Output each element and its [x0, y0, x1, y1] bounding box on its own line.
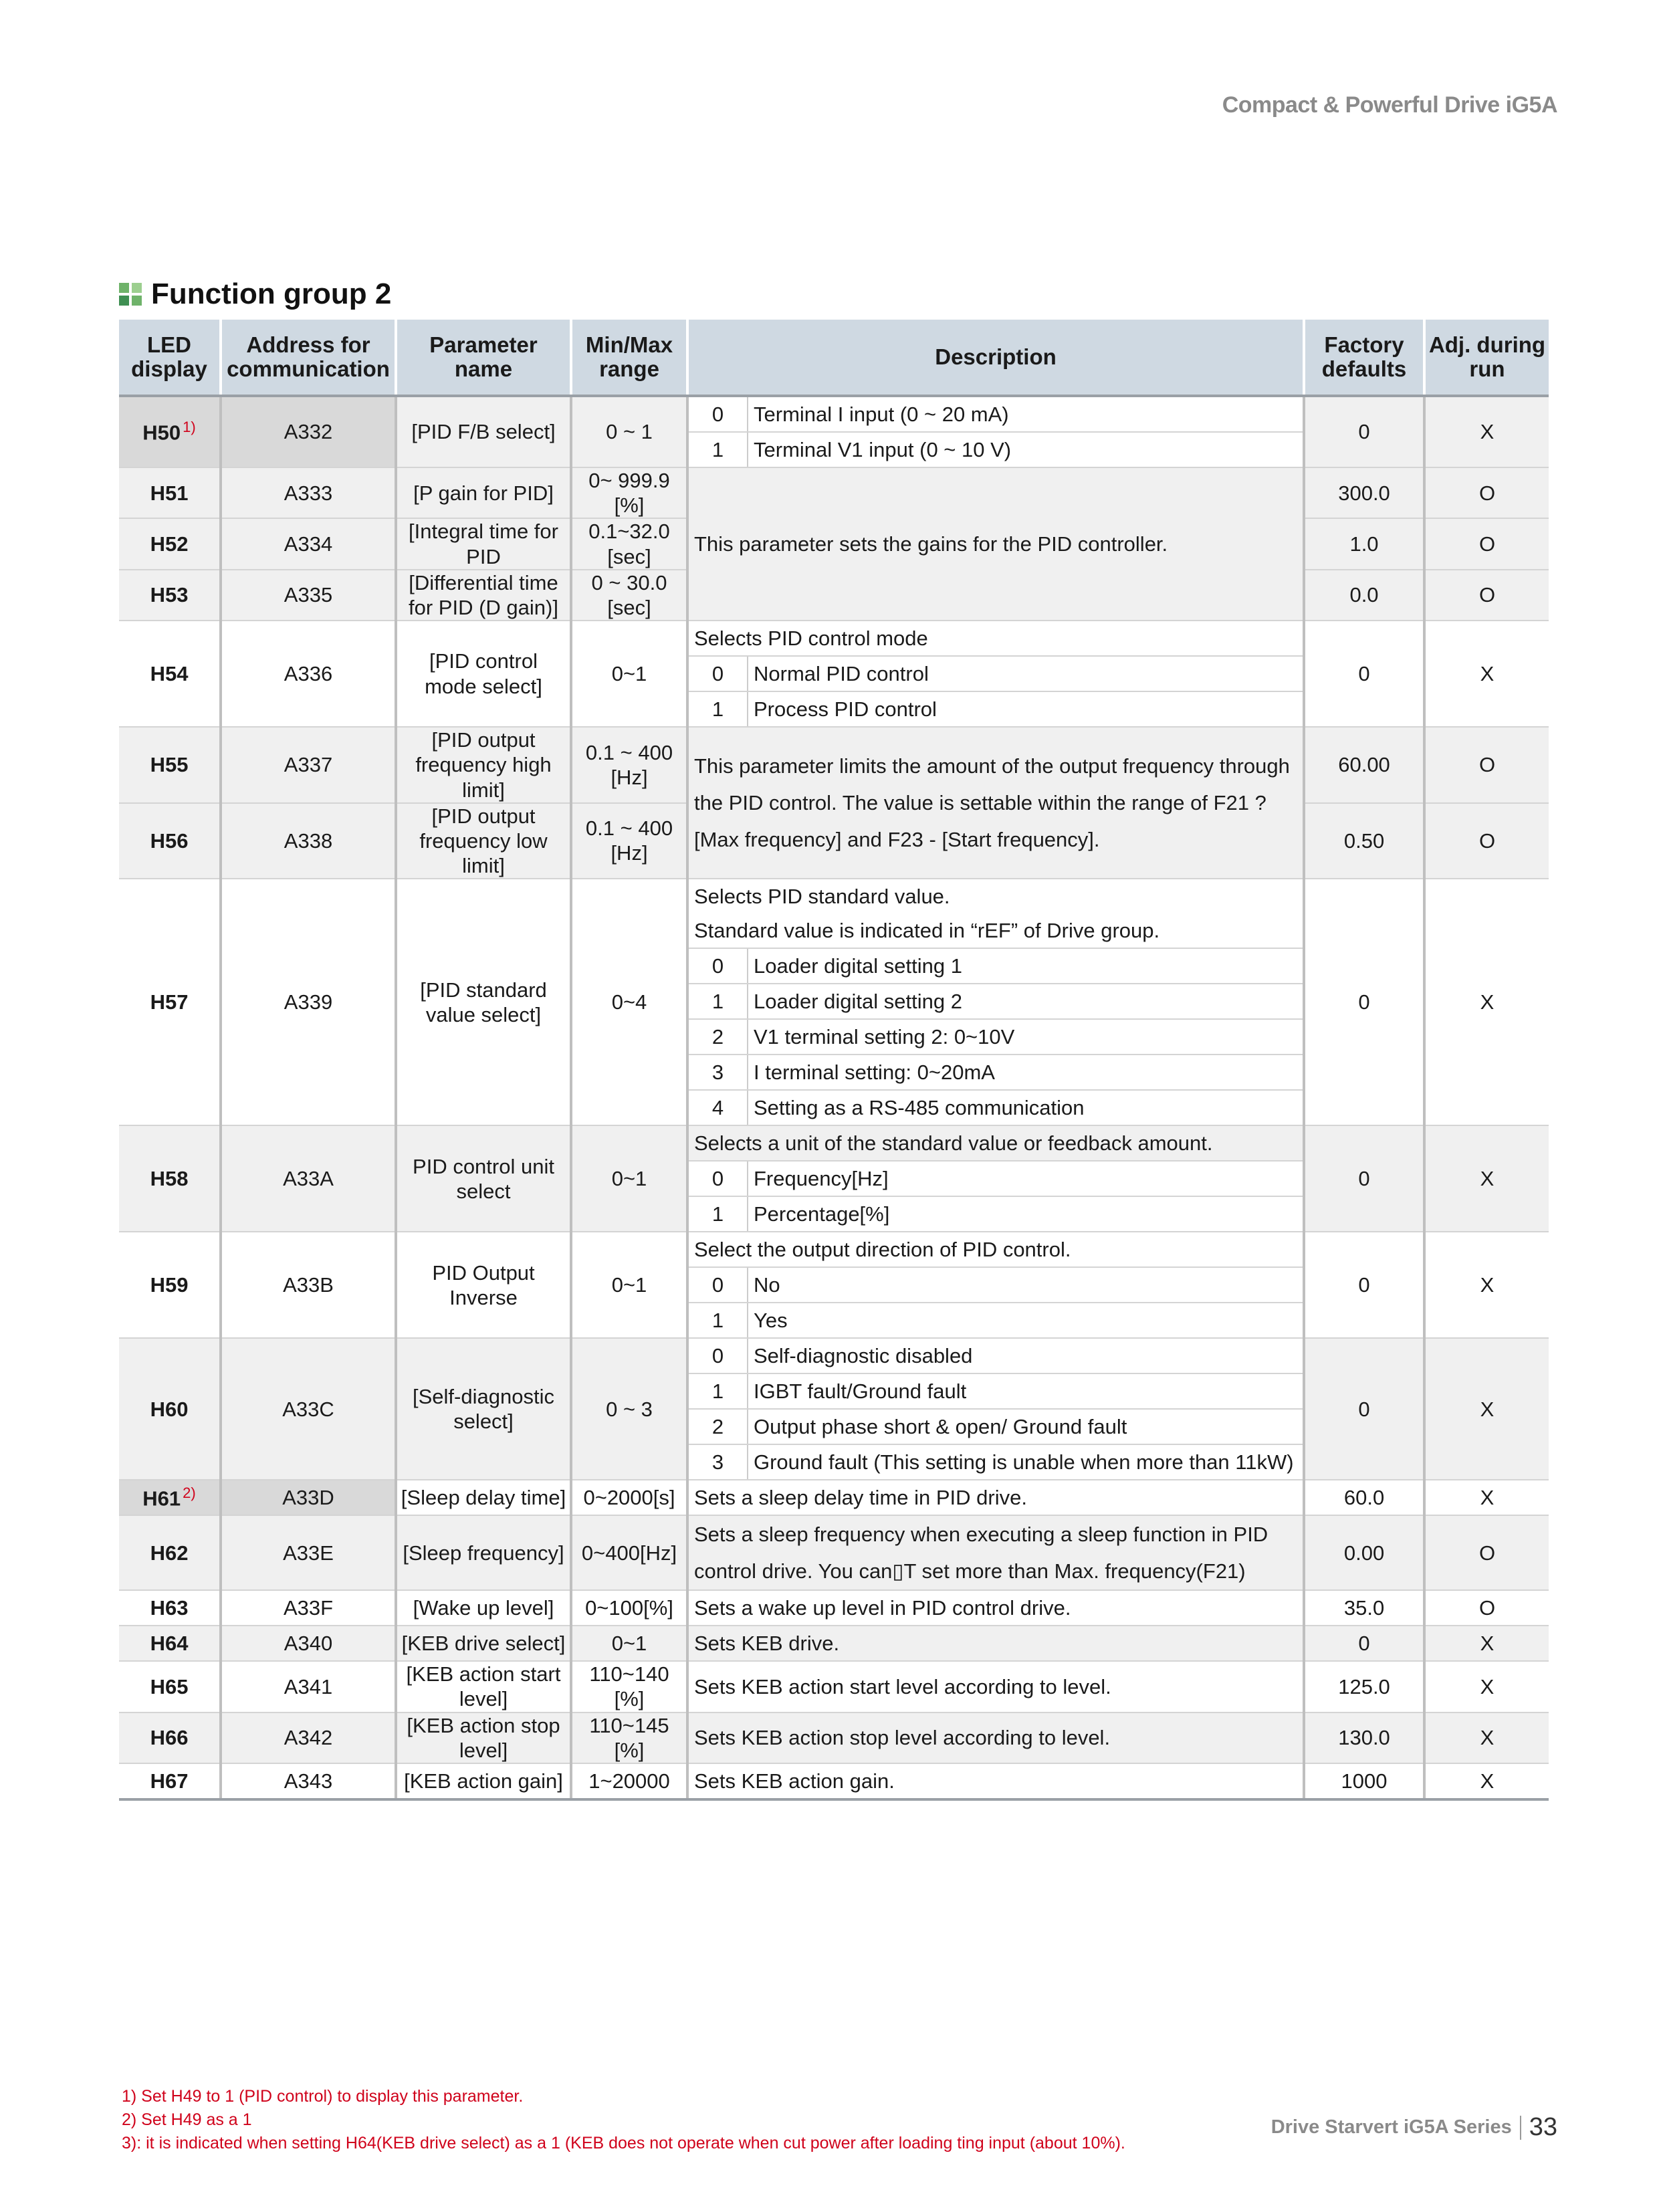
parameter-name: [PID output frequency high limit]: [396, 727, 571, 803]
factory-default: 300.0: [1304, 467, 1424, 518]
option-index: 0: [687, 1338, 748, 1373]
option-text: No: [748, 1267, 1304, 1303]
led-display: H54: [119, 621, 221, 727]
led-display: H55: [119, 727, 221, 803]
parameter-name: [PID output frequency low limit]: [396, 803, 571, 879]
row-group-h58: [119, 1125, 1549, 1232]
led-display: H65: [119, 1661, 221, 1712]
led-display: H50 $^{1)}$: [119, 396, 221, 467]
row-group-h60: [119, 1338, 1549, 1480]
header-factory-defaults: Factory defaults: [1304, 320, 1424, 396]
option-text: Self-diagnostic disabled: [748, 1338, 1304, 1373]
address: A339: [221, 879, 396, 1125]
option-index: 1: [687, 1303, 748, 1338]
section-title: Function group 2: [151, 278, 392, 310]
range: 0 ~ 1: [571, 396, 687, 467]
range: 0~400[Hz]: [571, 1515, 687, 1590]
led-display: H60: [119, 1338, 221, 1480]
description-note: Standard value is indicated in “rEF” of Drive group.: [687, 913, 1304, 948]
factory-default: 0: [1304, 1626, 1424, 1661]
parameter-name: [Integral time for PID: [396, 518, 571, 569]
option-index: 0: [687, 396, 748, 432]
range: 0~1: [571, 621, 687, 727]
header-adjustable: Adj. during run: [1424, 320, 1549, 396]
adjustable-flag: X: [1424, 1232, 1549, 1338]
factory-default: 1.0: [1304, 518, 1424, 569]
address: A33B: [221, 1232, 396, 1338]
factory-default: 0: [1304, 621, 1424, 727]
adjustable-flag: X: [1424, 1712, 1549, 1763]
adjustable-flag: O: [1424, 803, 1549, 879]
range: 0 ~ 3: [571, 1338, 687, 1480]
adjustable-flag: O: [1424, 727, 1549, 803]
parameter-name: [Sleep frequency]: [396, 1515, 571, 1590]
range: 0 ~ 30.0 [sec]: [571, 570, 687, 621]
footnote-marker: 1): [183, 419, 196, 436]
row-group-h62: [119, 1515, 1549, 1590]
parameter-name: [PID control mode select]: [396, 621, 571, 727]
parameter-name: [PID F/B select]: [396, 396, 571, 467]
description: Sets a sleep delay time in PID drive.: [687, 1480, 1304, 1515]
address: A33C: [221, 1338, 396, 1480]
factory-default: 1000: [1304, 1763, 1424, 1799]
header-parameter-name: Parameter name: [396, 320, 571, 396]
factory-default: 60.00: [1304, 727, 1424, 803]
parameter-name: [Sleep delay time]: [396, 1480, 571, 1515]
footnote-1: 1) Set H49 to 1 (PID control) to display this parameter.: [122, 2087, 524, 2106]
parameter-name: [Self-diagnostic select]: [396, 1338, 571, 1480]
description: Sets a sleep frequency when executing a sleep function in PID control drive. You can▯T set more than Max. frequency(F21): [687, 1515, 1304, 1590]
address: A33F: [221, 1590, 396, 1626]
factory-default: 0.00: [1304, 1515, 1424, 1590]
option-text: IGBT fault/Ground fault: [748, 1373, 1304, 1409]
option-text: I terminal setting: 0~20mA: [748, 1055, 1304, 1090]
factory-default: 0: [1304, 1232, 1424, 1338]
row-group-h66: [119, 1712, 1549, 1763]
parameter-name: PID control unit select: [396, 1125, 571, 1232]
led-display: H63: [119, 1590, 221, 1626]
option-text: V1 terminal setting 2: 0~10V: [748, 1019, 1304, 1055]
adjustable-flag: X: [1424, 1480, 1549, 1515]
table-row: [119, 879, 1549, 913]
range: 0.1~32.0 [sec]: [571, 518, 687, 569]
led-display: H51: [119, 467, 221, 518]
parameter-name: [PID standard value select]: [396, 879, 571, 1125]
adjustable-flag: X: [1424, 396, 1549, 467]
option-index: 0: [687, 1161, 748, 1196]
option-text: Loader digital setting 1: [748, 948, 1304, 984]
adjustable-flag: O: [1424, 467, 1549, 518]
led-display: H59: [119, 1232, 221, 1338]
factory-default: 0: [1304, 396, 1424, 467]
option-text: Loader digital setting 2: [748, 984, 1304, 1019]
page-footer: [1271, 2113, 1557, 2142]
adjustable-flag: X: [1424, 1763, 1549, 1799]
factory-default: 0.50: [1304, 803, 1424, 879]
page-number: 33: [1529, 2113, 1557, 2141]
adjustable-flag: X: [1424, 1125, 1549, 1232]
address: A335: [221, 570, 396, 621]
footnote-3: 3): it is indicated when setting H64(KEB drive select) as a 1 (KEB does not operate when cut power after loading ting input (about 10%).: [122, 2134, 1125, 2152]
option-index: 0: [687, 1267, 748, 1303]
row-group-h57: [119, 879, 1549, 1125]
description: This parameter limits the amount of the output frequency through the PID control. The value is settable within the range of F21 ? [Max frequency] and F23 - [Start frequency].: [687, 727, 1304, 879]
range: 0~1: [571, 1232, 687, 1338]
range: 110~145 [%]: [571, 1712, 687, 1763]
option-index: 2: [687, 1409, 748, 1444]
led-display: H56: [119, 803, 221, 879]
section-bullet-icon: [119, 283, 142, 306]
header-title: Compact & Powerful Drive iG5A: [1222, 92, 1557, 118]
option-text: Yes: [748, 1303, 1304, 1338]
address: A334: [221, 518, 396, 569]
option-index: 4: [687, 1090, 748, 1125]
parameter-name: [KEB action stop level]: [396, 1712, 571, 1763]
range: 0~1: [571, 1125, 687, 1232]
range: 0~2000[s]: [571, 1480, 687, 1515]
parameter-name: [Wake up level]: [396, 1590, 571, 1626]
factory-default: 35.0: [1304, 1590, 1424, 1626]
parameter-name: [KEB action start level]: [396, 1661, 571, 1712]
table-header-row: [119, 320, 1549, 396]
row-group-h59: [119, 1232, 1549, 1338]
option-index: 1: [687, 1196, 748, 1232]
factory-default: 0: [1304, 879, 1424, 1125]
led-display: H62: [119, 1515, 221, 1590]
description: This parameter sets the gains for the PID controller.: [687, 467, 1304, 621]
table-row: [119, 1480, 1549, 1515]
option-index: 1: [687, 984, 748, 1019]
option-index: 3: [687, 1444, 748, 1480]
range: 0.1 ~ 400 [Hz]: [571, 803, 687, 879]
adjustable-flag: X: [1424, 1338, 1549, 1480]
factory-default: 0.0: [1304, 570, 1424, 621]
adjustable-flag: X: [1424, 879, 1549, 1125]
header-description: Description: [687, 320, 1304, 396]
footnote-2: 2) Set H49 as a 1: [122, 2110, 252, 2129]
address: A33A: [221, 1125, 396, 1232]
description-heading: Selects PID control mode: [687, 621, 1304, 656]
range: 0~4: [571, 879, 687, 1125]
option-text: Setting as a RS-485 communication: [748, 1090, 1304, 1125]
address: A333: [221, 467, 396, 518]
option-index: 2: [687, 1019, 748, 1055]
adjustable-flag: O: [1424, 1590, 1549, 1626]
table-row: [119, 1590, 1549, 1626]
header-led-display: LED display: [119, 320, 221, 396]
range: 0~1: [571, 1626, 687, 1661]
factory-default: 0: [1304, 1338, 1424, 1480]
led-display: H67: [119, 1763, 221, 1799]
option-index: 3: [687, 1055, 748, 1090]
table-row: [119, 1626, 1549, 1661]
factory-default: 125.0: [1304, 1661, 1424, 1712]
address: A332: [221, 396, 396, 467]
option-index: 1: [687, 691, 748, 727]
option-text: Output phase short & open/ Ground fault: [748, 1409, 1304, 1444]
table-row: [119, 1232, 1549, 1267]
description: Sets KEB action stop level according to level.: [687, 1712, 1304, 1763]
range: 1~20000: [571, 1763, 687, 1799]
led-display: H64: [119, 1626, 221, 1661]
table-row: [119, 1338, 1549, 1373]
footer-series-name: Drive Starvert iG5A Series: [1270, 2116, 1512, 2138]
adjustable-flag: X: [1424, 621, 1549, 727]
adjustable-flag: O: [1424, 570, 1549, 621]
adjustable-flag: O: [1424, 1515, 1549, 1590]
led-display: H66: [119, 1712, 221, 1763]
row-group-h50: [119, 396, 1549, 467]
row-group-h54: [119, 621, 1549, 727]
address: A336: [221, 621, 396, 727]
footer-divider: [1520, 2116, 1521, 2140]
address: A33E: [221, 1515, 396, 1590]
adjustable-flag: X: [1424, 1661, 1549, 1712]
description-heading: Selects a unit of the standard value or feedback amount.: [687, 1125, 1304, 1161]
option-text: Frequency[Hz]: [748, 1161, 1304, 1196]
address: A33D: [221, 1480, 396, 1515]
option-text: Normal PID control: [748, 656, 1304, 691]
parameter-name: [Differential time for PID (D gain)]: [396, 570, 571, 621]
description: Sets a wake up level in PID control drive.: [687, 1590, 1304, 1626]
row-group-h61: [119, 1480, 1549, 1515]
footnote-marker: 2): [183, 1484, 196, 1501]
row-group-h64: [119, 1626, 1549, 1661]
adjustable-flag: X: [1424, 1626, 1549, 1661]
factory-default: 130.0: [1304, 1712, 1424, 1763]
row-group-h51-h53: [119, 467, 1549, 621]
description: Sets KEB action start level according to level.: [687, 1661, 1304, 1712]
factory-default: 0: [1304, 1125, 1424, 1232]
range: 0~100[%]: [571, 1590, 687, 1626]
factory-default: 60.0: [1304, 1480, 1424, 1515]
parameter-table: [119, 320, 1549, 1801]
address: A341: [221, 1661, 396, 1712]
row-group-h65: [119, 1661, 1549, 1712]
option-text: Ground fault (This setting is unable when more than 11kW): [748, 1444, 1304, 1480]
option-index: 1: [687, 432, 748, 467]
range: 110~140 [%]: [571, 1661, 687, 1712]
description-heading: Selects PID standard value.: [687, 879, 1304, 913]
option-index: 0: [687, 656, 748, 691]
parameter-name: [KEB drive select]: [396, 1626, 571, 1661]
table-row: [119, 1125, 1549, 1161]
parameter-name: [P gain for PID]: [396, 467, 571, 518]
led-display: H58: [119, 1125, 221, 1232]
header-range: Min/Max range: [571, 320, 687, 396]
table-row: [119, 396, 1549, 432]
option-text: Percentage[%]: [748, 1196, 1304, 1232]
parameter-name: [KEB action gain]: [396, 1763, 571, 1799]
option-text: Terminal V1 input (0 ~ 10 V): [748, 432, 1304, 467]
header-address: Address for communication: [221, 320, 396, 396]
section-heading: [119, 275, 391, 313]
led-display: H61 $^{2)}$: [119, 1480, 221, 1515]
option-text: Terminal I input (0 ~ 20 mA): [748, 396, 1304, 432]
row-group-h55-h56: [119, 727, 1549, 879]
address: A342: [221, 1712, 396, 1763]
address: A343: [221, 1763, 396, 1799]
address: A338: [221, 803, 396, 879]
address: A337: [221, 727, 396, 803]
led-display: H53: [119, 570, 221, 621]
option-index: 1: [687, 1373, 748, 1409]
range: 0~ 999.9 [%]: [571, 467, 687, 518]
row-group-h67: [119, 1763, 1549, 1799]
adjustable-flag: O: [1424, 518, 1549, 569]
footnotes: [122, 2085, 1125, 2155]
range: 0.1 ~ 400 [Hz]: [571, 727, 687, 803]
led-display: H52: [119, 518, 221, 569]
address: A340: [221, 1626, 396, 1661]
option-text: Process PID control: [748, 691, 1304, 727]
led-display: H57: [119, 879, 221, 1125]
option-index: 0: [687, 948, 748, 984]
row-group-h63: [119, 1590, 1549, 1626]
description: Sets KEB drive.: [687, 1626, 1304, 1661]
table-row: [119, 621, 1549, 656]
parameter-name: PID Output Inverse: [396, 1232, 571, 1338]
description-heading: Select the output direction of PID control.: [687, 1232, 1304, 1267]
description: Sets KEB action gain.: [687, 1763, 1304, 1799]
